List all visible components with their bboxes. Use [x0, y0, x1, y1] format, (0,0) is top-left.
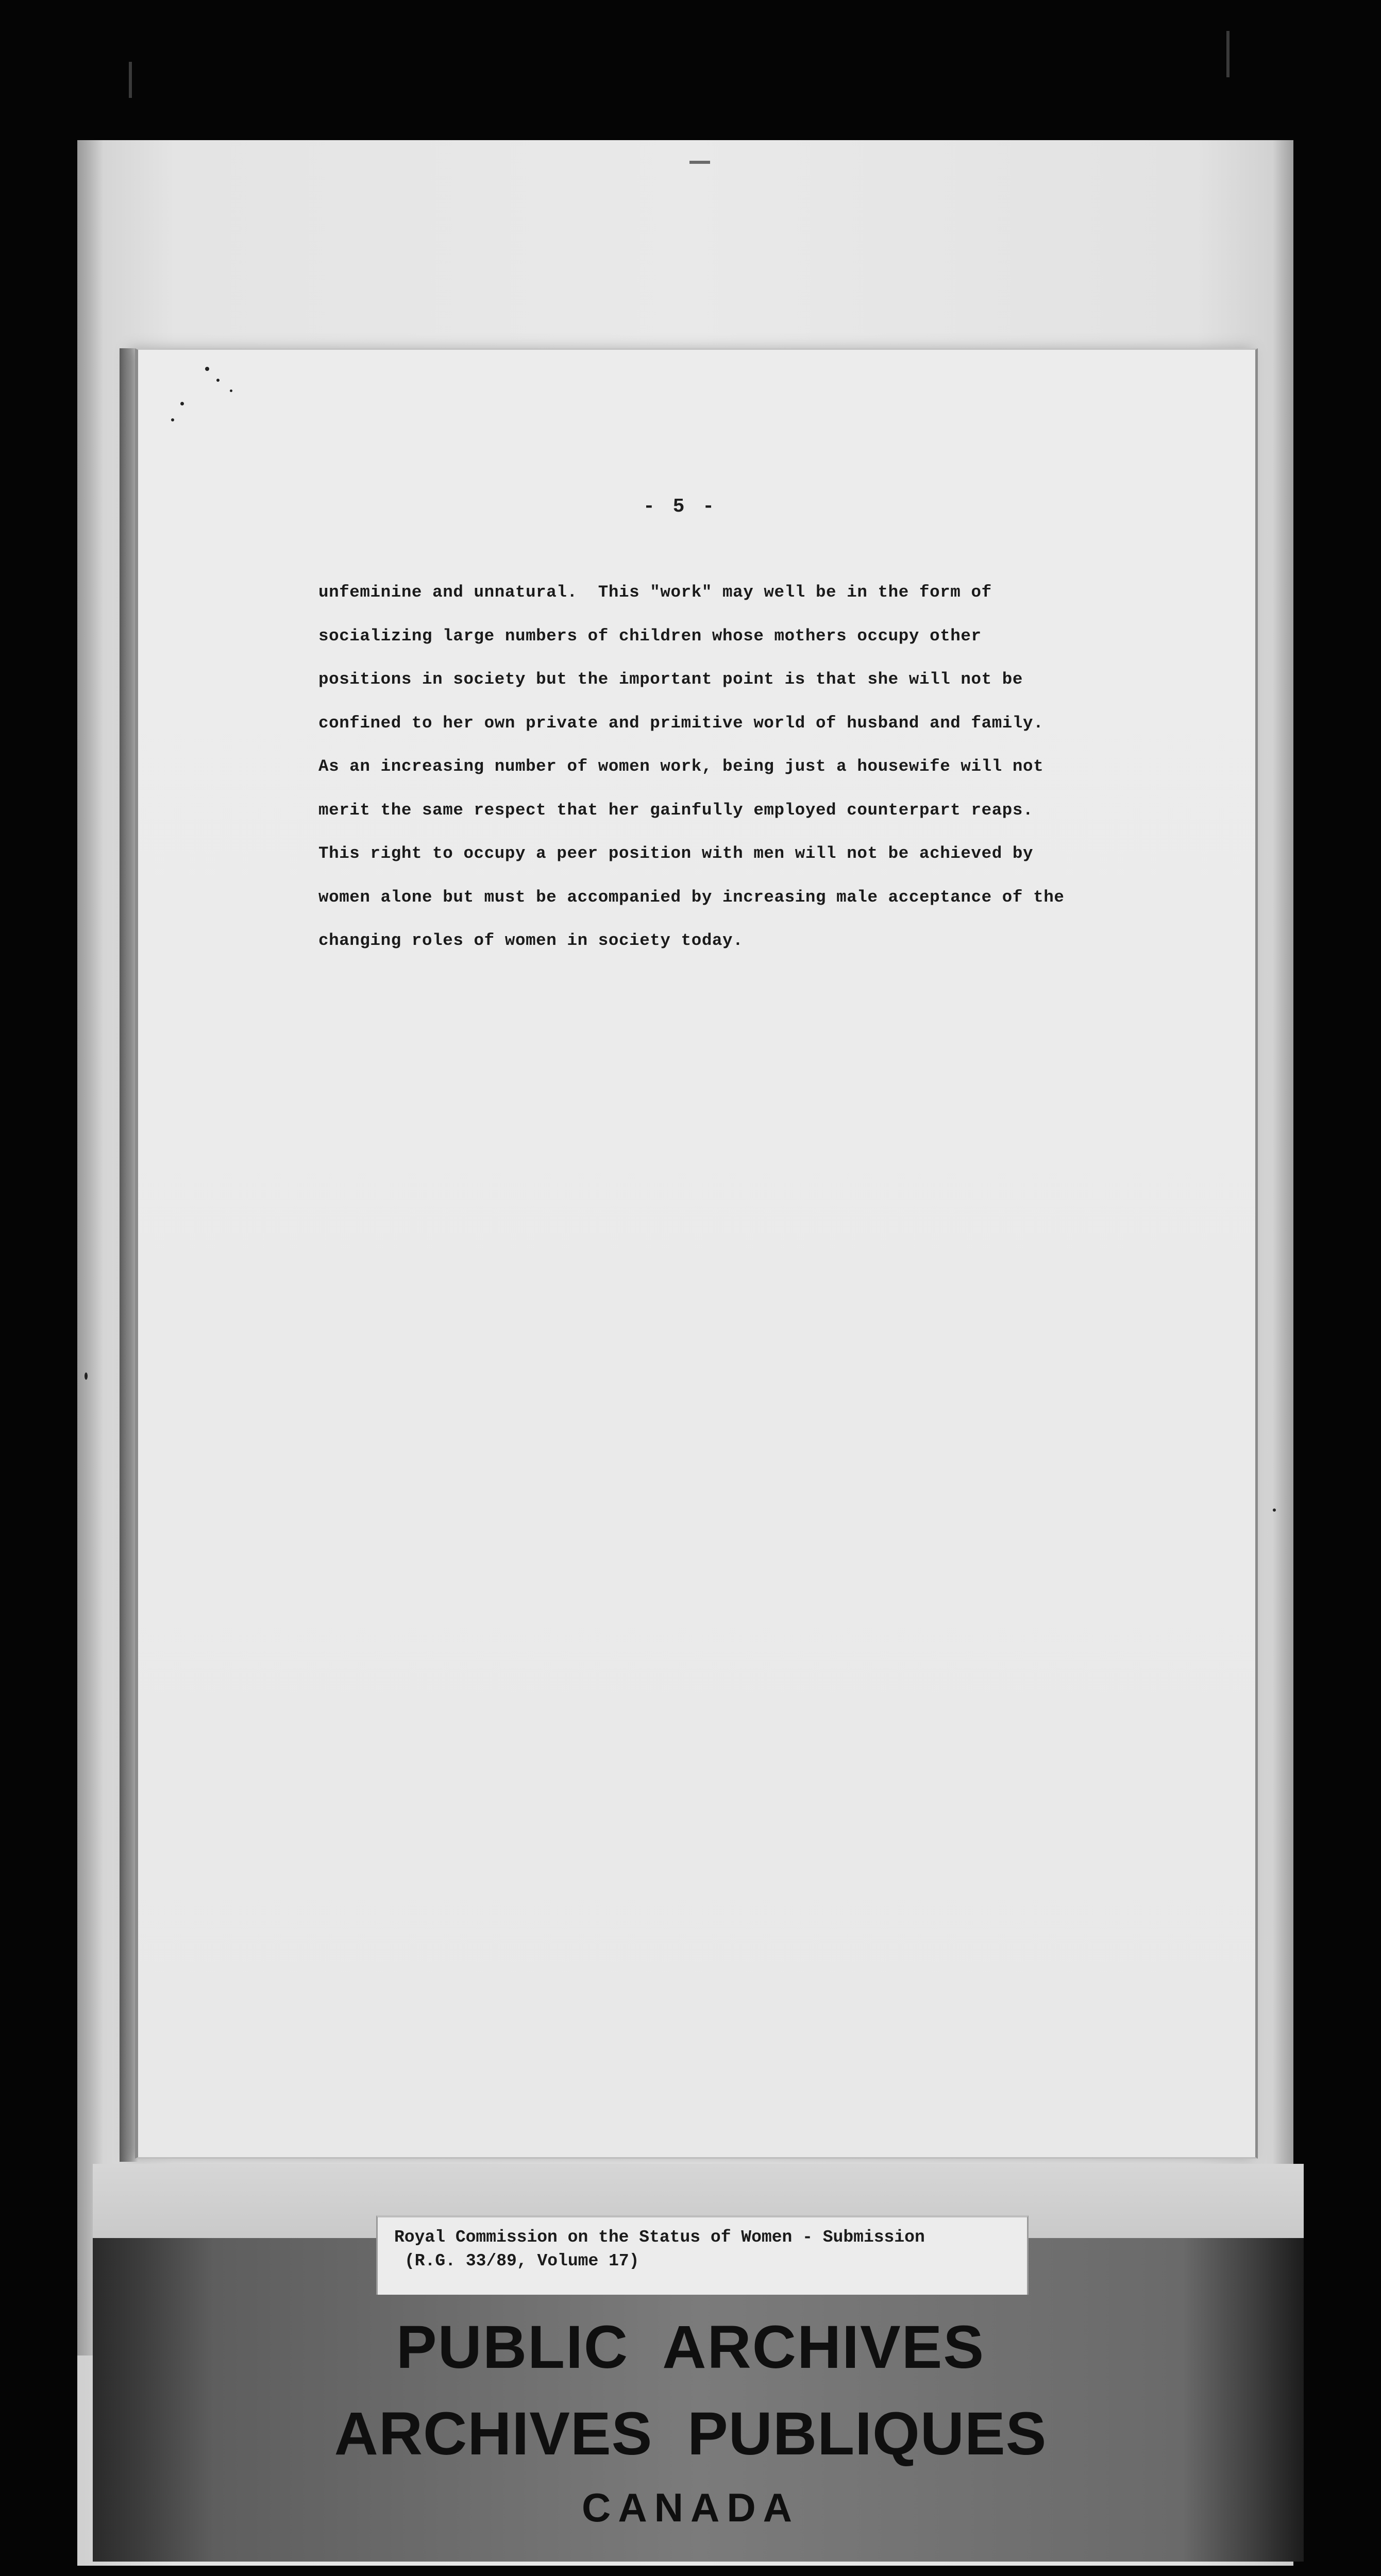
mount-speck [1273, 1509, 1276, 1512]
label-title: Royal Commission on the Status of Women - Submission [394, 2228, 925, 2247]
mount-mark [689, 161, 710, 164]
stamp-public-archives: PUBLIC ARCHIVES [396, 2313, 985, 2381]
text-line: As an increasing number of women work, being just a housewife will not [318, 757, 1044, 776]
page-number: - 5 - [643, 496, 718, 518]
text-line: positions in society but the important point is that she will not be [318, 670, 1023, 689]
page-speck [216, 379, 220, 382]
page-speck [171, 418, 174, 421]
text-line: changing roles of women in society today. [318, 931, 744, 950]
text-line: women alone but must be accompanied by increasing male acceptance of the [318, 887, 1065, 907]
text-line: This right to occupy a peer position with men will not be achieved by [318, 844, 1034, 863]
film-edge-mark [1226, 31, 1230, 77]
text-line: confined to her own private and primitive world of husband and family. [318, 713, 1044, 733]
archive-label-slip [376, 2215, 1029, 2295]
text-line: unfeminine and unnatural. This "work" may well be in the form of [318, 583, 992, 602]
page-speck [180, 402, 184, 405]
film-edge-mark [129, 62, 132, 98]
mount-shadow [1273, 140, 1293, 2355]
text-line: socializing large numbers of children whose mothers occupy other [318, 626, 982, 646]
label-reference: (R.G. 33/89, Volume 17) [405, 2251, 639, 2270]
page-speck [230, 389, 232, 392]
stamp-canada: CANADA [582, 2485, 799, 2530]
mount-speck [85, 1372, 88, 1380]
body-text [318, 576, 1164, 968]
page-speck [205, 367, 209, 371]
text-line: merit the same respect that her gainfully employed counterpart reaps. [318, 800, 1034, 820]
stamp-archives-publiques: ARCHIVES PUBLIQUES [334, 2400, 1047, 2468]
mount-shadow [77, 140, 103, 2355]
